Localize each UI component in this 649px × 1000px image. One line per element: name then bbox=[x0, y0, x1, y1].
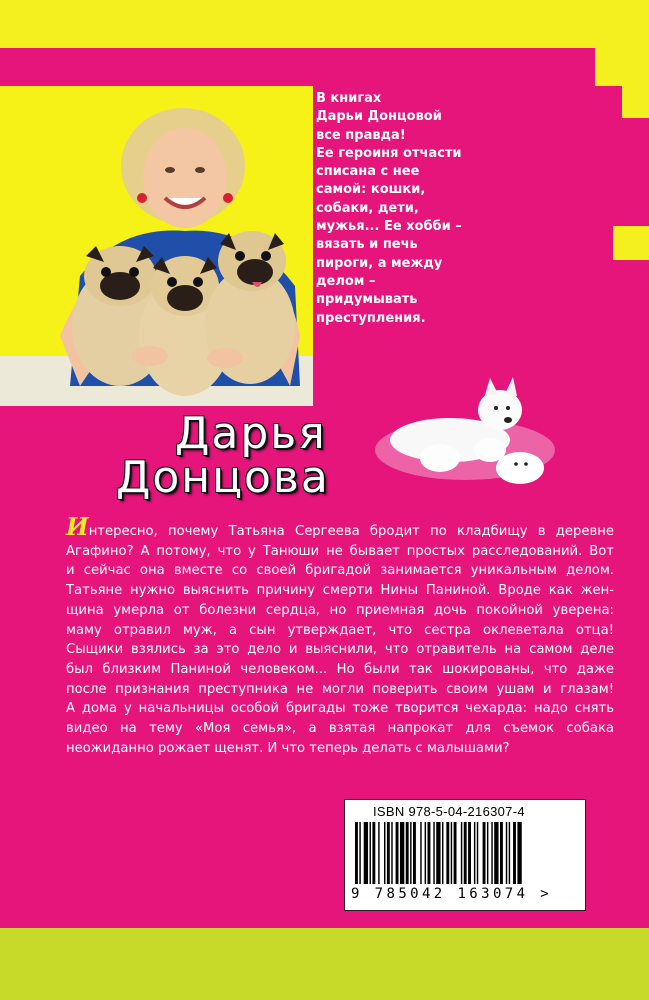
barcode-bar bbox=[513, 822, 516, 884]
barcode-bar bbox=[494, 822, 498, 884]
barcode-bar bbox=[413, 822, 416, 884]
description-line: Агафино? А потому, что у Танюши не бывает простых расследований. Вот bbox=[66, 543, 614, 559]
barcode-bar bbox=[517, 822, 521, 884]
barcode-bar bbox=[509, 822, 510, 884]
barcode-bar bbox=[364, 822, 368, 884]
barcode-bar bbox=[433, 822, 434, 884]
barcode-bar bbox=[370, 822, 371, 884]
isbn-barcode bbox=[344, 799, 586, 911]
barcode-bar bbox=[500, 822, 503, 884]
barcode-bar bbox=[506, 822, 507, 884]
barcode-bar bbox=[461, 822, 462, 884]
author-first-name: Дарья bbox=[175, 408, 327, 459]
magenta-step bbox=[575, 118, 649, 226]
author-with-pugs-illustration bbox=[0, 86, 313, 406]
barcode-bar bbox=[483, 822, 486, 884]
description-line: Сыщики взялись за это дело и выяснили, что отравитель на самом деле bbox=[66, 642, 614, 658]
barcode-bar bbox=[474, 822, 475, 884]
description-line: после признания преступника не могли поверить своим ушам и глазам! bbox=[66, 681, 614, 697]
barcode-bar bbox=[442, 822, 443, 884]
white-dogs-illustration bbox=[370, 370, 560, 500]
barcode-bar bbox=[468, 822, 471, 884]
barcode-bar bbox=[400, 822, 404, 884]
barcode-bar bbox=[436, 822, 440, 884]
barcode-bar bbox=[396, 822, 399, 884]
description-line: Интересно, почему Татьяна Сергеева бродит по кладбищу в деревне bbox=[66, 512, 614, 541]
description-line: маму отравил муж, а сын утверждает, что сестра оклеветала отца! bbox=[66, 622, 614, 638]
description-line: Татьяне нужно выяснить причину смерти Нины Паниной. Вроде как жен- bbox=[66, 583, 614, 599]
barcode-bar bbox=[491, 822, 492, 884]
barcode-bar bbox=[428, 822, 431, 884]
barcode-bar bbox=[454, 822, 457, 884]
barcode-bar bbox=[451, 822, 452, 884]
lime-bottom-band bbox=[0, 928, 649, 1000]
barcode-bar bbox=[487, 822, 488, 884]
isbn-digits: 9 785042 163074 > bbox=[351, 886, 553, 902]
barcode-bars bbox=[355, 822, 575, 886]
barcode-bar bbox=[391, 822, 392, 884]
barcode-bar bbox=[387, 822, 390, 884]
barcode-bar bbox=[477, 822, 478, 884]
author-last-name: Донцова bbox=[116, 452, 330, 503]
barcode-bar bbox=[372, 822, 375, 884]
drop-cap: И bbox=[66, 512, 89, 541]
author-photo bbox=[0, 86, 313, 406]
isbn-label: ISBN 978-5-04-216307-4 bbox=[373, 804, 525, 819]
description-line: щина умерла от болезни сердца, но приемная дочь покойной уверена: bbox=[66, 602, 614, 618]
barcode-bar bbox=[359, 822, 360, 884]
barcode-bar bbox=[355, 822, 358, 884]
description-line: видео на тему «Моя семья», а взятая напрокат для съемок собака bbox=[66, 721, 614, 737]
barcode-bar bbox=[420, 822, 421, 884]
book-description bbox=[66, 512, 614, 758]
description-line: и сейчас она вместе со своей бригадой занимается уникальным делом. bbox=[66, 563, 614, 579]
barcode-bar bbox=[425, 822, 426, 884]
description-line: неожиданно рожает щенят. И что теперь делать с малышами? bbox=[66, 740, 510, 756]
barcode-bar bbox=[410, 822, 411, 884]
description-line: А дома у начальницы особой бригады тоже творится чехарда: надо снять bbox=[66, 701, 614, 717]
description-line: был близким Паниной человеком... Но были так шокированы, что даже bbox=[66, 661, 614, 677]
barcode-bar bbox=[384, 822, 385, 884]
barcode-bar bbox=[406, 822, 409, 884]
author-blurb: В книгах Дарьи Донцовой все правда! Ее героиня отчасти списана с нее самой: кошки, собаки, дети, мужья... Ее хобби – вязать и печь пироги, а между делом – придумывать преступления. bbox=[316, 91, 462, 326]
barcode-bar bbox=[446, 822, 449, 884]
barcode-bar bbox=[464, 822, 467, 884]
barcode-bar bbox=[378, 822, 379, 884]
